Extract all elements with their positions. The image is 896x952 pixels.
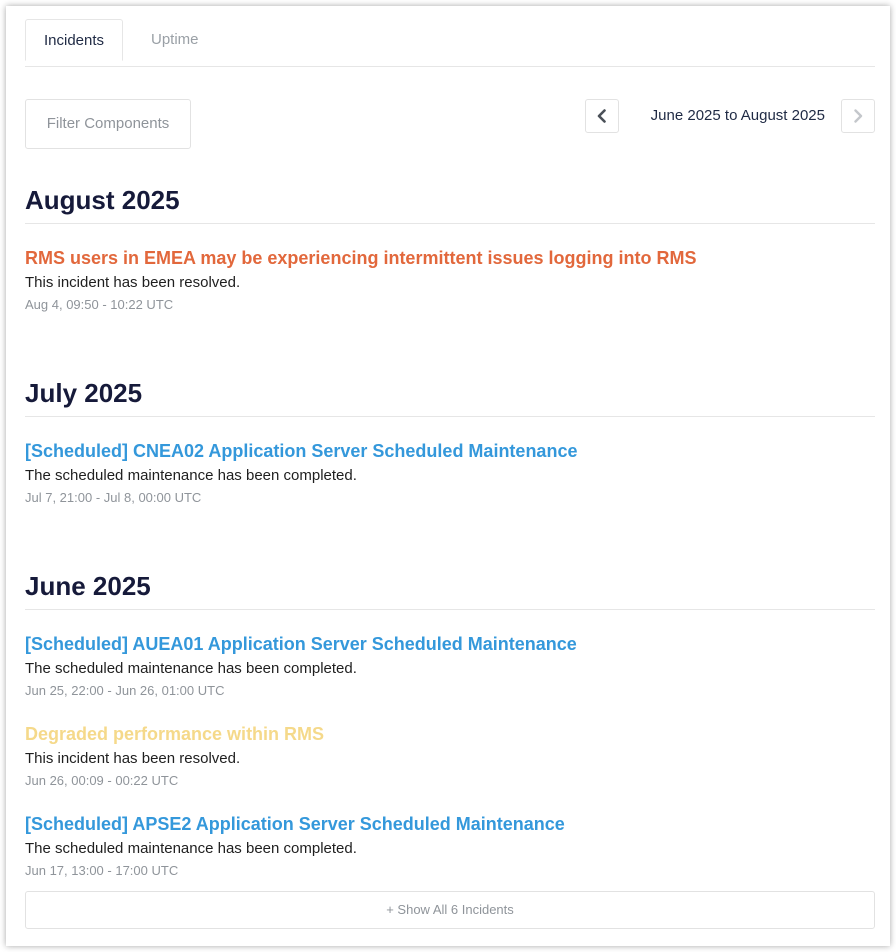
toolbar (25, 99, 875, 151)
tab-uptime[interactable]: Uptime (151, 31, 199, 48)
month-heading: July 2025 (25, 378, 875, 417)
month-section (25, 378, 875, 507)
incident-item (25, 812, 875, 880)
filter-components-button[interactable]: Filter Components (25, 99, 191, 149)
month-section (25, 571, 875, 880)
show-all-incidents-button[interactable]: + Show All 6 Incidents (25, 891, 875, 929)
tab-incidents[interactable]: Incidents (25, 19, 123, 61)
incident-timestamp: Jun 26, 00:09 - 00:22 UTC (25, 773, 179, 788)
incident-title-link[interactable]: RMS users in EMEA may be experiencing intermittent issues logging into RMS (25, 248, 697, 268)
incident-status-message: This incident has been resolved. (25, 274, 241, 291)
date-range-pager (585, 99, 875, 133)
incident-title-link[interactable]: [Scheduled] AUEA01 Application Server Scheduled Maintenance (25, 634, 577, 654)
month-heading: June 2025 (25, 571, 875, 610)
chevron-right-icon (852, 109, 864, 123)
incident-timestamp: Jun 17, 13:00 - 17:00 UTC (25, 863, 179, 878)
month-heading: August 2025 (25, 185, 875, 224)
tab-bar (25, 19, 875, 67)
incident-status-message: This incident has been resolved. (25, 750, 241, 767)
date-range-label: June 2025 to August 2025 (650, 107, 825, 124)
incident-history (25, 185, 875, 880)
status-history-panel (6, 6, 890, 946)
incident-title-link[interactable]: Degraded performance within RMS (25, 724, 325, 744)
content (25, 19, 875, 880)
incident-timestamp: Jun 25, 22:00 - Jun 26, 01:00 UTC (25, 683, 225, 698)
incident-title-link[interactable]: [Scheduled] APSE2 Application Server Scheduled Maintenance (25, 814, 565, 834)
incident-item (25, 439, 875, 507)
previous-range-button[interactable] (585, 99, 619, 133)
next-range-button[interactable] (841, 99, 875, 133)
incident-status-message: The scheduled maintenance has been completed. (25, 840, 357, 857)
incident-title-link[interactable]: [Scheduled] CNEA02 Application Server Scheduled Maintenance (25, 441, 578, 461)
incident-timestamp: Jul 7, 21:00 - Jul 8, 00:00 UTC (25, 490, 202, 505)
incident-item (25, 632, 875, 700)
month-section (25, 185, 875, 314)
chevron-left-icon (596, 109, 608, 123)
incident-item (25, 722, 875, 790)
incident-status-message: The scheduled maintenance has been completed. (25, 467, 357, 484)
incident-status-message: The scheduled maintenance has been completed. (25, 660, 357, 677)
incident-item (25, 246, 875, 314)
incident-timestamp: Aug 4, 09:50 - 10:22 UTC (25, 297, 174, 312)
